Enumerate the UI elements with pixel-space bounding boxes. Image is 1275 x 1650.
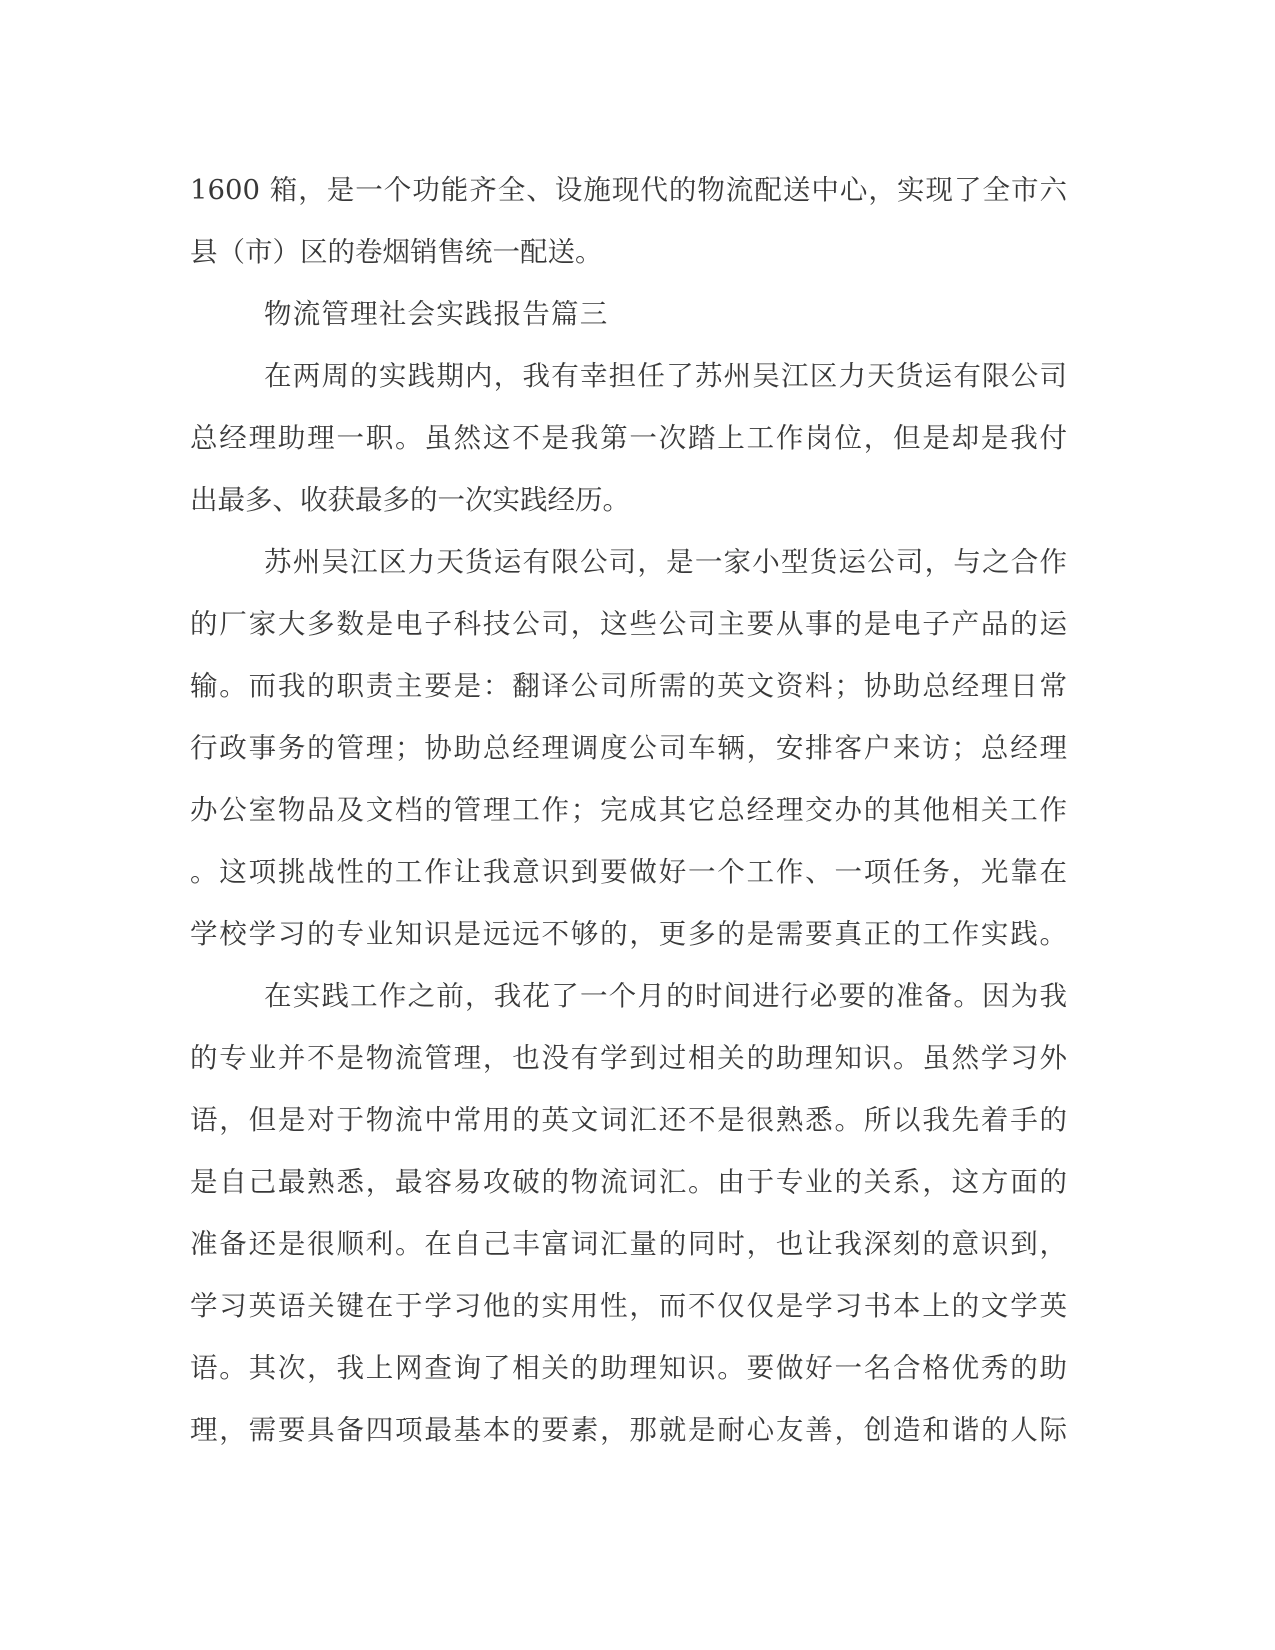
text-line: 办公室物品及文档的管理工作；完成其它总经理交办的其他相关工作 <box>190 794 1067 826</box>
text-line: 县（市）区的卷烟销售统一配送。 <box>190 236 603 268</box>
text-line: 学校学习的专业知识是远远不够的，更多的是需要真正的工作实践。 <box>190 918 1067 950</box>
text-line: 的厂家大多数是电子科技公司，这些公司主要从事的是电子产品的运 <box>190 608 1067 640</box>
text-line: 准备还是很顺利。在自己丰富词汇量的同时，也让我深刻的意识到， <box>190 1228 1067 1260</box>
text-line: 语。其次，我上网查询了相关的助理知识。要做好一名合格优秀的助 <box>190 1352 1067 1384</box>
text-line: 行政事务的管理；协助总经理调度公司车辆，安排客户来访；总经理 <box>190 732 1067 764</box>
text-line: 出最多、收获最多的一次实践经历。 <box>190 484 630 516</box>
text-line: 语，但是对于物流中常用的英文词汇还不是很熟悉。所以我先着手的 <box>190 1104 1067 1136</box>
text-line: 。这项挑战性的工作让我意识到要做好一个工作、一项任务，光靠在 <box>190 856 1067 888</box>
text-line: 理，需要具备四项最基本的要素，那就是耐心友善，创造和谐的人际 <box>190 1414 1067 1446</box>
text-line: 输。而我的职责主要是：翻译公司所需的英文资料；协助总经理日常 <box>190 670 1067 702</box>
text-line: 学习英语关键在于学习他的实用性，而不仅仅是学习书本上的文学英 <box>190 1290 1067 1322</box>
text-line: 的专业并不是物流管理，也没有学到过相关的助理知识。虽然学习外 <box>190 1042 1067 1074</box>
document-text-body <box>190 159 1067 1461</box>
text-line: 是自己最熟悉，最容易攻破的物流词汇。由于专业的关系，这方面的 <box>190 1166 1067 1198</box>
text-line: 在两周的实践期内，我有幸担任了苏州吴江区力天货运有限公司 <box>264 360 1067 392</box>
text-line: 总经理助理一职。虽然这不是我第一次踏上工作岗位，但是却是我付 <box>190 422 1067 454</box>
section-heading-line: 物流管理社会实践报告篇三 <box>264 298 609 330</box>
text-line: 苏州吴江区力天货运有限公司，是一家小型货运公司，与之合作 <box>264 546 1067 578</box>
text-line: 1600 箱，是一个功能齐全、设施现代的物流配送中心，实现了全市六 <box>190 174 1067 206</box>
text-line: 在实践工作之前，我花了一个月的时间进行必要的准备。因为我 <box>264 980 1067 1012</box>
